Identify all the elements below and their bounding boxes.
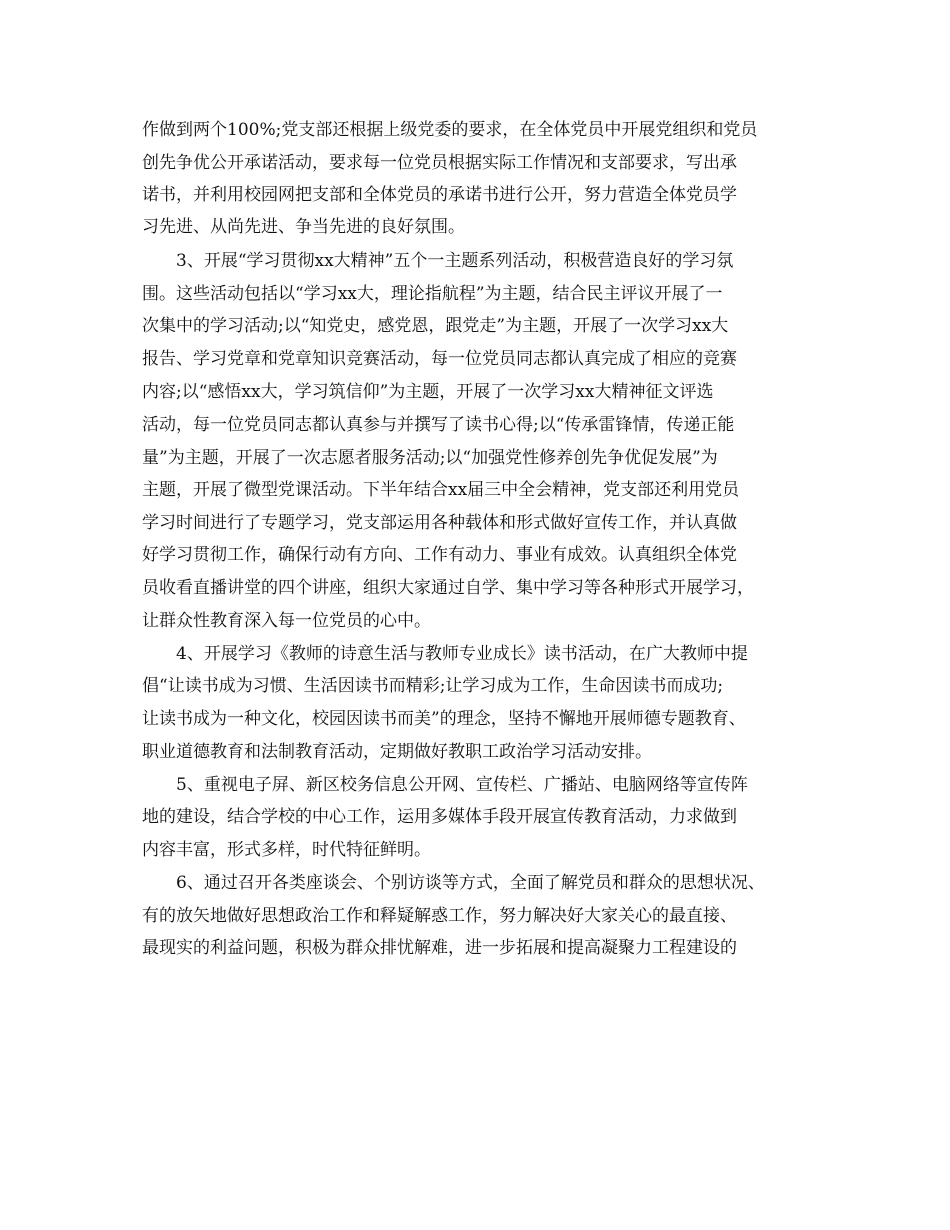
text-line: 活动，每一位党员同志都认真参与并撰写了读书心得;以“传承雷锋情，传递正能 [142, 415, 735, 435]
paragraph-start-line: 4、开展学习《教师的诗意生活与教师专业成长》读书活动，在广大教师中提 [176, 644, 748, 664]
text-line: 作做到两个100%;党支部还根据上级党委的要求，在全体党员中开展党组织和党员 [142, 120, 758, 140]
text-line: 员收看直播讲堂的四个讲座，组织大家通过自学、集中学习等各种形式开展学习， [142, 578, 754, 598]
text-line: 让群众性教育深入每一位党员的心中。 [142, 611, 431, 631]
text-line: 量”为主题，开展了一次志愿者服务活动;以“加强党性修养创先争优促发展”为 [142, 448, 718, 468]
text-line: 次集中的学习活动;以“知党史，感党恩，跟党走”为主题，开展了一次学习xx大 [142, 316, 729, 336]
paragraph-start-line: 5、重视电子屏、新区校务信息公开网、宣传栏、广播站、电脑网络等宣传阵 [176, 775, 748, 795]
text-line: 好学习贯彻工作，确保行动有方向、工作有动力、事业有成效。认真组织全体党 [142, 545, 737, 565]
paragraph-start-line: 6、通过召开各类座谈会、个别访谈等方式，全面了解党员和群众的思想状况、 [176, 873, 765, 893]
text-line: 主题，开展了微型党课活动。下半年结合xx届三中全会精神，党支部还利用党员 [142, 480, 740, 500]
text-line: 诺书，并利用校园网把支部和全体党员的承诺书进行公开，努力营造全体党员学 [142, 185, 737, 205]
text-line: 学习时间进行了专题学习，党支部运用各种载体和形式做好宣传工作，并认真做 [142, 513, 737, 533]
text-line: 围。这些活动包括以“学习xx大，理论指航程”为主题，结合民主评议开展了一 [142, 284, 723, 304]
text-line: 内容;以“感悟xx大，学习筑信仰”为主题，开展了一次学习xx大精神征文评选 [142, 382, 714, 402]
text-line: 倡“让读书成为习惯、生活因读书而精彩;让学习成为工作，生命因读书而成功; [142, 676, 724, 696]
text-line: 有的放矢地做好思想政治工作和释疑解惑工作，努力解决好大家关心的最直接、 [142, 906, 737, 926]
text-line: 地的建设，结合学校的中心工作，运用多媒体手段开展宣传教育活动，力求做到 [142, 807, 737, 827]
text-line: 报告、学习党章和党章知识竞赛活动，每一位党员同志都认真完成了相应的竞赛 [142, 349, 737, 369]
paragraph-start-line: 3、开展“学习贯彻xx大精神”五个一主题系列活动，积极营造良好的学习氛 [176, 251, 734, 271]
text-line: 职业道德教育和法制教育活动，定期做好教职工政治学习活动安排。 [142, 742, 652, 762]
text-line: 内容丰富，形式多样，时代特征鲜明。 [142, 840, 431, 860]
text-line: 创先争优公开承诺活动，要求每一位党员根据实际工作情况和支部要求，写出承 [142, 153, 737, 173]
text-line: 让读书成为一种文化，校园因读书而美”的理念，坚持不懈地开展师德专题教育、 [142, 709, 746, 729]
text-line: 习先进、从尚先进、争当先进的良好氛围。 [142, 217, 465, 237]
text-line: 最现实的利益问题，积极为群众排忧解难，进一步拓展和提高凝聚力工程建设的 [142, 938, 737, 958]
